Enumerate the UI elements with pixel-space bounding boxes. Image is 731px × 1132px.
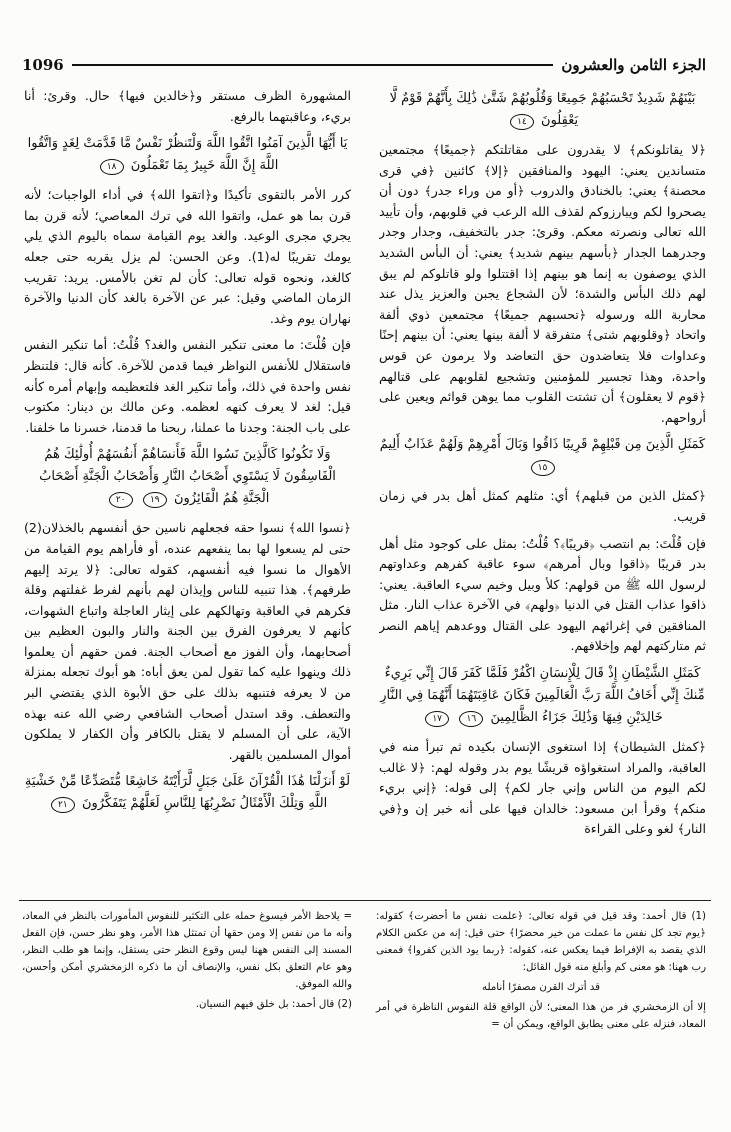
verse-number: ١٧ <box>425 711 449 727</box>
quran-verse <box>24 771 351 815</box>
commentary-paragraph: ﴿كمثل الشيطان﴾ إذا استغوى الإنسان بكيده ثم تبرأ منه في العاقبة، والمراد استغواؤه قريشًا يوم بدر وقوله لهم: ﴿لا غالب لكم اليوم من الناس وإني جار لكم﴾ إلى قوله: ﴿إني بريء منكم﴾ وقرأ ابن مسعود: خالدان فيها على أنه خبر إن و﴿في النار﴾ لغو وعلى القراءة <box>379 739 706 837</box>
commentary-paragraph: ﴿كمثل الذين من قبلهم﴾ أي: مثلهم كمثل أهل بدر في زمان قريب. <box>379 488 706 524</box>
footnote-label: (1) <box>691 911 706 922</box>
verse-text: كَمَثَلِ الَّذِينَ مِن قَبْلِهِمْ قَرِيبًا ذَاقُوا وَبَالَ أَمْرِهِمْ وَلَهُمْ عَذَابٌ أَلِيمٌ <box>379 437 706 453</box>
quran-verse <box>379 88 706 132</box>
verse-number: ١٩ <box>143 492 167 508</box>
footnotes-right <box>376 908 706 1036</box>
verse-text: كَمَثَلِ الشَّيْطَانِ إِذْ قَالَ لِلْإِنسَانِ اكْفُرْ فَلَمَّا كَفَرَ قَالَ إِنِّي بَرِيءٌ مِّنكَ إِنِّي أَخَافُ اللَّهَ رَبَّ الْعَالَمِينَ فَكَانَ عَاقِبَتَهُمَا أَنَّهُمَا فِي النَّارِ خَالِدَيْنِ فِيهَا وَذَٰلِكَ جَزَاءُ الظَّالِمِينَ <box>380 666 705 726</box>
running-title: الجزء الثامن والعشرون <box>561 56 706 74</box>
commentary-paragraph: ﴿لا يقاتلونكم﴾ لا يقدرون على مقاتلتكم ﴿جميعًا﴾ مجتمعين متساندين يعني: اليهود والمنافقين ﴿إلا﴾ كائنين ﴿في قرى محصنة﴾ يعني: بالخنادق والدروب ﴿أو من وراء جدر﴾ دون أن يصحروا لكم ويبارزوكم لقذف الله الرعب في قلوبهم، وأن تأييد الله تعالى ونصرته معكم. وقرئ: جدر بالتخفيف، وجدار وجدر وجدرهما الجدار ﴿بأسهم بينهم شديد﴾ يعني: أن البأس الشديد الذي يوصفون به إنما هو بينهم إذا اقتتلوا ولو قاتلوكم لم يبق لهم ذلك البأس والشدة؛ لأن الشجاع يجبن والعزيز يذل عند محاربة الله ورسوله ﴿تحسبهم جميعًا﴾ مجتمعين ذوي ألفة واتحاد ﴿وقلوبهم شتى﴾ متفرقة لا ألفة بينها يعني: أن بينهم إحنًا وعداوات فلا يتعاضدون حق التعاضد ولا يرمون عن قوس واحدة، وهذا تجسير للمؤمنين وتشجيع لقلوبهم على قتالهم ﴿قوم لا يعقلون﴾ أن تشتت القلوب مما يوهن قوائم ويعين على أرواحهم. <box>379 142 706 425</box>
commentary-paragraph: المشهورة الظرف مستقر و﴿خالدين فيها﴾ حال. وقرئ: أنا بريء، وعاقبتهما بالرفع. <box>24 88 351 124</box>
quran-verse <box>24 444 351 510</box>
footnote-label: (2) <box>337 999 352 1010</box>
header-rule <box>72 64 554 66</box>
right-column <box>379 86 706 886</box>
verse-number: ٢٠ <box>109 492 133 508</box>
verse-number: ٢١ <box>51 797 75 813</box>
verse-number: ١٦ <box>459 711 483 727</box>
footnote-divider <box>19 900 711 901</box>
verse-number: ١٥ <box>531 460 555 476</box>
verse-text: لَوْ أَنزَلْنَا هَٰذَا الْقُرْآنَ عَلَىٰ جَبَلٍ لَّرَأَيْتَهُ خَاشِعًا مُّتَصَدِّعًا مِّنْ خَشْيَةِ اللَّهِ وَتِلْكَ الْأَمْثَالُ نَضْرِبُهَا لِلنَّاسِ لَعَلَّهُمْ يَتَفَكَّرُونَ <box>24 774 351 812</box>
footnote-poem-line: قد أترك القرن مصفرًا أنامله <box>481 982 600 993</box>
verse-text: يَا أَيُّهَا الَّذِينَ آمَنُوا اتَّقُوا اللَّهَ وَلْتَنظُرْ نَفْسٌ مَّا قَدَّمَتْ لِغَدٍ وَاتَّقُوا اللَّهَ إِنَّ اللَّهَ خَبِيرٌ بِمَا تَعْمَلُونَ <box>27 136 348 174</box>
verse-text: وَلَا تَكُونُوا كَالَّذِينَ نَسُوا اللَّهَ فَأَنسَاهُمْ أَنفُسَهُمْ أُولَٰئِكَ هُمُ الْفَاسِقُونَ لَا يَسْتَوِي أَصْحَابُ النَّارِ وَأَصْحَابُ الْجَنَّةِ أَصْحَابُ الْجَنَّةِ هُمُ الْفَائِزُونَ <box>39 447 336 507</box>
verse-text: بَيْنَهُمْ شَدِيدٌ تَحْسَبُهُمْ جَمِيعًا وَقُلُوبُهُمْ شَتَّىٰ ذَٰلِكَ بِأَنَّهُمْ قَوْمٌ لَّا يَعْقِلُونَ <box>389 91 696 128</box>
footnote-text: إلا أن الزمخشري فر من هذا المعنى؛ لأن الواقع قلة النفوس الناظرة في أمر المعاد، فنزله على معنى يطابق الواقع، ويمكن أن = <box>376 1002 706 1030</box>
commentary-paragraph: فإن قُلْتَ: بم انتصب ﴿قريبًا﴾؟ قُلْتُ: بمثل على كوجود مثل أهل بدر قريبًا ﴿ذاقوا وبال أمرهم﴾ سوء عاقبة كفرهم وعداوتهم لرسول الله ﷺ من قولهم: كلأ وبيل وخيم سيء العاقبة. يعني: ذاقوا عذاب القتل في الدنيا ﴿ولهم﴾ في الآخرة عذاب النار. مثل المنافقين في إغرائهم اليهود على القتال ووعدهم إياهم النصر ثم متاركتهم لهم وإخلافهم. <box>379 535 706 654</box>
quran-verse <box>24 133 351 177</box>
footnote-1 <box>376 908 706 976</box>
verse-number: ١٤ <box>510 114 534 130</box>
footnote-text: قال أحمد: بل خلق فيهم النسيان. <box>195 999 335 1010</box>
footnote-2 <box>22 996 352 1013</box>
commentary-paragraph: ﴿نسوا الله﴾ نسوا حقه فجعلهم ناسين حق أنفسهم بالخذلان(2) حتى لم يسعوا لها بما ينفعهم عنده، أو فأراهم يوم القيامة من الأهوال ما نسوا فيه أنفسهم، كقوله تعالى: ﴿لا يرتد إليهم طرفهم﴾. هذا تنبيه للناس وإيذان لهم بأنهم لفرط غفلتهم وقلة فكرهم في العاقبة وتهالكهم على إيثار العاجلة واتباع الشهوات، كأنهم لا يعرفون الفرق بين الجنة والنار والبون العظيم بين أصحابهما، وأن الفوز مع أصحاب الجنة. فمن حقهم أن يعلموا ذلك وينهوا عليه كما تقول لمن يعق أباه: هو أبوك تجعله بمنزلة من لا يعرفه فتنبهه بذلك على حق الأبوة الذي يقتضي البر والتعطف. وقد استدل أصحاب الشافعي رضي الله عنه بهذه الآية، على أن المسلم لا يقتل بالكافر وأن الكفار لا يملكون أموال المسلمين بالقهر. <box>24 520 351 762</box>
footnote-continuation: = يلاحظ الأمر فيسوغ حمله على التكثير للنفوس المأمورات بالنظر في المعاد، وأنه ما من نفس إلا ومن حقها أن تمتثل هذا الأمر، وهو نظر حسن، فإن الفعل المسند إلى النفس ههنا ليس وقوع النظر حتى يستقل، وإنما هو طلب النظر، وهو عام التعلق بكل نفس، والإنصاف أن ما ذكره الزمخشري أمكن وأحسن، والله الموفق. <box>22 911 352 990</box>
left-column <box>24 86 351 886</box>
page-header <box>22 52 706 78</box>
footnotes-left <box>22 908 352 1016</box>
quran-verse <box>379 663 706 729</box>
page-number: 1096 <box>22 56 64 74</box>
quran-verse <box>379 434 706 478</box>
commentary-paragraph: كرر الأمر بالتقوى تأكيدًا و﴿اتقوا الله﴾ في أداء الواجبات؛ لأنه قرن بما هو عمل، واتقوا الله في ترك المعاصي؛ لأنه قرن بما يجري مجرى الوعيد. والغد يوم القيامة سماه باليوم الذي يلي يومك تقريبًا له(1). وعن الحسن: لم يزل يقربه حتى جعله كالغد، ونحوه قوله تعالى: كأن لم تغن بالأمس. يريد: تقريب الزمان الماضي وقيل: عبر عن الآخرة بالغد كأن الدنيا والآخرة نهاران يوم وغد. <box>24 187 351 326</box>
verse-number: ١٨ <box>100 159 124 175</box>
footnote-text: قال أحمد: وقد قيل في قوله تعالى: ﴿علمت نفس ما أحضرت﴾ كقوله: ﴿يوم تجد كل نفس ما عملت من خير محضرًا﴾ حتى قيل: إنه من عكس الكلام الذي يقصد به الإفراط فيما يعكس عنه، كقوله: ﴿ربما يود الذين كفروا﴾ فمعنى رب ههنا: هو معنى كم وأبلغ منه قول القائل: <box>376 911 706 973</box>
commentary-paragraph: فإن قُلْتَ: ما معنى تنكير النفس والغد؟ قُلْتُ: أما تنكير النفس فاستقلال للأنفس النواظر فيما قدمن للآخرة. كأنه قال: فلتنظر نفس واحدة في ذلك، وأما تنكير الغد فلتعظيمه وإبهام أمره كأنه قيل: لغد لا يعرف كنهه لعظمه. وعن مالك بن دينار: مكتوب على باب الجنة: وجدنا ما عملنا، ربحنا ما قدمنا، خسرنا ما خلفنا. <box>24 337 351 435</box>
